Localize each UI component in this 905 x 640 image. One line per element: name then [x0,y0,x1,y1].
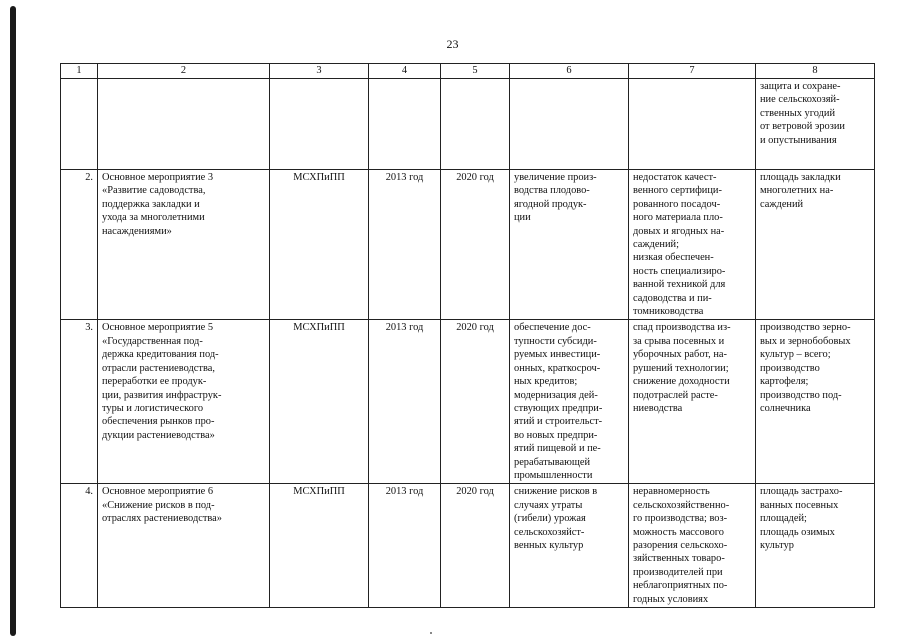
measure-cell [98,79,270,170]
cell-text-line: ственных угодий [760,107,836,119]
column-header-1: 1 [61,64,98,79]
indicators-cell [756,79,875,170]
table-row [61,320,875,484]
row-number [61,79,98,170]
cell-text-line: ятий пищевой и пе- [514,443,601,455]
cell-text-line: Основное мероприятие 6 [102,486,214,498]
scan-speck [430,632,432,634]
cell-text-line: площадь застрахо- [760,486,843,498]
cell-text-line: неблагоприятных по- [633,580,728,592]
cell-text-line: рушений технологии; [633,362,729,374]
cell-text-line: ных кредитов; [514,376,578,388]
cell-text-line: обеспечения рынков про- [102,416,215,428]
indicators-cell [756,170,875,320]
measure-cell [98,320,270,484]
cell-text-line: отраслях растениеводства» [102,513,222,525]
cell-text-line: онных, краткосроч- [514,362,601,374]
row-number: 2. [61,170,98,320]
cell-text-line: сельскохозяйст- [514,526,585,538]
cell-text-line: за срыва посевных и [633,335,725,347]
cell-text-line: «Снижение рисков в под- [102,499,215,511]
end-year-cell [441,79,510,170]
cell-text-line: обеспечение дос- [514,322,591,334]
cell-text-line: культур [760,539,794,551]
table-row [61,484,875,608]
cell-text-line: ние сельскохозяй- [760,94,840,106]
cell-text-line: производство зерно- [760,322,851,334]
expected-result-cell [510,484,629,608]
cell-text-line: случаях утраты [514,499,583,511]
row-number: 3. [61,320,98,484]
cell-text-line: увеличение произ- [514,172,597,183]
expected-result-cell [510,320,629,484]
cell-text-line: защита и сохране- [760,81,841,92]
cell-text-line: годных условиях [633,593,709,605]
cell-text-line: ниеводства [633,402,683,414]
cell-text-line: саждений [760,198,804,210]
cell-text-line: производство под- [760,389,842,401]
cell-text-line: садоводства и пи- [633,292,712,304]
cell-text-line: венного сертифици- [633,185,722,197]
table-row [61,79,875,170]
cell-text-line: рерабатывающей [514,456,591,468]
start-year-cell: 2013 год [369,170,441,320]
cell-text-line: площадей; [760,513,807,525]
cell-text-line: разорения сельскохо- [633,539,728,551]
table-row [61,170,875,320]
end-year-cell: 2020 год [441,320,510,484]
end-year-cell: 2020 год [441,170,510,320]
page-number: 23 [446,37,459,51]
cell-text-line: тупности субсиди- [514,335,597,347]
row-number: 4. [61,484,98,608]
cell-text-line: вых и зернобобовых [760,335,851,347]
cell-text-line: водства плодово- [514,185,590,197]
cell-text-line: площадь закладки [760,172,841,183]
cell-text-line: ствующих предпри- [514,402,603,414]
cell-text-line: ции [514,212,531,224]
cell-text-line: венных культур [514,539,584,551]
measure-cell [98,170,270,320]
cell-text-line: насаждениями» [102,225,172,237]
column-header-8: 8 [756,64,875,79]
cell-text-line: площадь озимых [760,526,835,538]
column-header-2: 2 [98,64,270,79]
end-year-cell: 2020 год [441,484,510,608]
cell-text-line: снижение доходности [633,376,730,388]
cell-text-line: томниководства [633,306,704,318]
start-year-cell [369,79,441,170]
cell-text-line: руемых инвестици- [514,349,601,361]
cell-text-line: го производства; воз- [633,513,728,525]
cell-text-line: картофеля; [760,376,809,388]
start-year-cell: 2013 год [369,484,441,608]
cell-text-line: ягодной продук- [514,198,587,210]
column-header-5: 5 [441,64,510,79]
executor-cell [270,79,369,170]
measure-cell [98,484,270,608]
cell-text-line: туры и логистического [102,402,204,414]
executor-cell: МСХПиПП [270,320,369,484]
consequences-cell [629,79,756,170]
program-measures-table [60,63,875,608]
consequences-cell [629,170,756,320]
cell-text-line: поддержка закладки и [102,198,200,210]
column-header-6: 6 [510,64,629,79]
cell-text-line: ванных посевных [760,499,839,511]
cell-text-line: зяйственных товаро- [633,553,725,565]
cell-text-line: во новых предпри- [514,429,598,441]
cell-text-line: многолетних на- [760,185,834,197]
column-header-4: 4 [369,64,441,79]
cell-text-line: ятий и строительст- [514,416,603,428]
cell-text-line: уборочных работ, на- [633,349,727,361]
expected-result-cell [510,79,629,170]
start-year-cell: 2013 год [369,320,441,484]
cell-text-line: солнечника [760,402,811,414]
column-header-7: 7 [629,64,756,79]
cell-text-line: рованного посадоч- [633,198,721,210]
consequences-cell [629,484,756,608]
indicators-cell [756,484,875,608]
cell-text-line: саждений; [633,239,679,251]
executor-cell: МСХПиПП [270,170,369,320]
cell-text-line: производителей при [633,566,723,578]
cell-text-line: переработки ее продук- [102,376,207,388]
cell-text-line: «Государственная под- [102,335,203,347]
cell-text-line: дукции растениеводства» [102,429,215,441]
cell-text-line: Основное мероприятие 3 [102,172,214,183]
scan-binding-edge [10,6,16,636]
cell-text-line: можность массового [633,526,724,538]
cell-text-line: снижение рисков в [514,486,598,498]
cell-text-line: ного материала пло- [633,212,723,224]
header-row [61,64,875,79]
cell-text-line: ность специализиро- [633,265,726,277]
cell-text-line: культур – всего; [760,349,831,361]
cell-text-line: (гибели) урожая [514,513,586,525]
column-header-3: 3 [270,64,369,79]
cell-text-line: «Развитие садоводства, [102,185,206,197]
cell-text-line: и опустынивания [760,134,837,146]
cell-text-line: низкая обеспечен- [633,252,714,264]
cell-text-line: сельскохозяйственно- [633,499,730,511]
executor-cell: МСХПиПП [270,484,369,608]
consequences-cell [629,320,756,484]
cell-text-line: недостаток качест- [633,172,717,183]
cell-text-line: отрасли растениеводства, [102,362,215,374]
cell-text-line: производство [760,362,820,374]
cell-text-line: от ветровой эрозии [760,121,845,133]
table-body [61,79,875,608]
expected-result-cell [510,170,629,320]
cell-text-line: ции, развития инфраструк- [102,389,222,401]
cell-text-line: ванной техникой для [633,279,726,291]
cell-text-line: промышленности [514,469,593,481]
cell-text-line: неравномерность [633,486,710,498]
cell-text-line: модернизация дей- [514,389,598,401]
cell-text-line: спад производства из- [633,322,731,334]
cell-text-line: ухода за многолетними [102,212,205,224]
indicators-cell [756,320,875,484]
cell-text-line: довых и ягодных на- [633,225,725,237]
cell-text-line: Основное мероприятие 5 [102,322,214,334]
cell-text-line: держка кредитования под- [102,349,219,361]
cell-text-line: подотраслей расте- [633,389,718,401]
